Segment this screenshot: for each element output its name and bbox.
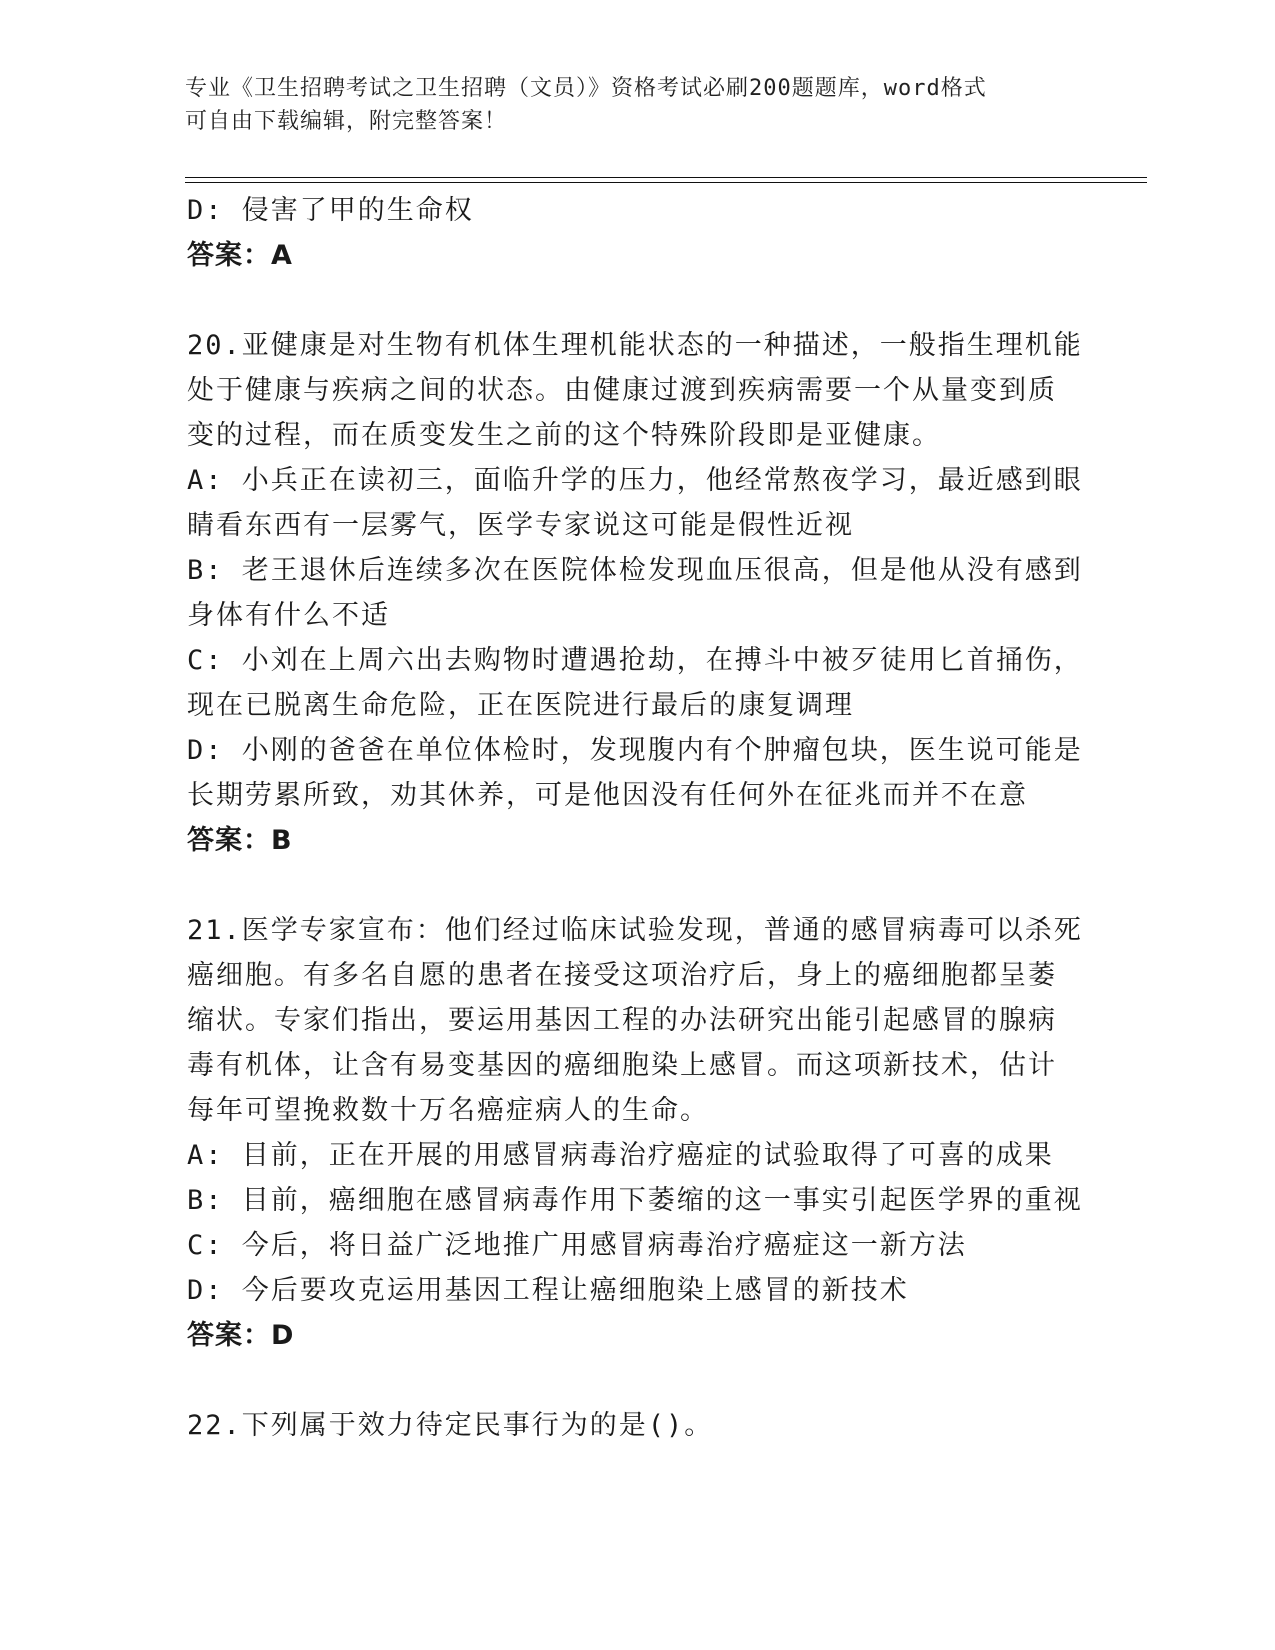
q21-stem-line-2: 癌细胞。有多名自愿的患者在接受这项治疗后，身上的癌细胞都呈萎	[187, 960, 1057, 991]
question-21	[187, 908, 1087, 1358]
q19-answer: 答案：A	[187, 240, 293, 271]
q21-option-d: D: 今后要攻克运用基因工程让癌细胞染上感冒的新技术	[187, 1275, 909, 1306]
header-divider-top	[185, 177, 1147, 178]
q21-option-c: C: 今后，将日益广泛地推广用感冒病毒治疗癌症这一新方法	[187, 1230, 967, 1261]
q21-stem-line-1: 21.医学专家宣布：他们经过临床试验发现，普通的感冒病毒可以杀死	[187, 915, 1083, 946]
page-header	[185, 72, 1065, 138]
spacer	[187, 278, 1087, 323]
q20-option-c-line-1: C: 小刘在上周六出去购物时遭遇抢劫，在搏斗中被歹徒用匕首捅伤，	[187, 645, 1083, 676]
q21-stem-line-3: 缩状。专家们指出，要运用基因工程的办法研究出能引起感冒的腺病	[187, 1005, 1057, 1036]
q21-option-a: A: 目前，正在开展的用感冒病毒治疗癌症的试验取得了可喜的成果	[187, 1140, 1054, 1171]
header-title-line-2: 可自由下载编辑，附完整答案！	[185, 109, 508, 134]
q20-answer: 答案：B	[187, 825, 293, 856]
q22-stem: 22.下列属于效力待定民事行为的是()。	[187, 1410, 714, 1441]
question-content	[187, 188, 1087, 1448]
q20-option-d-line-2: 长期劳累所致，劝其休养，可是他因没有任何外在征兆而并不在意	[187, 780, 1028, 811]
question-19	[187, 188, 1087, 278]
q20-option-d-line-1: D: 小刚的爸爸在单位体检时，发现腹内有个肿瘤包块，医生说可能是	[187, 735, 1083, 766]
q20-stem-line-2: 处于健康与疾病之间的状态。由健康过渡到疾病需要一个从量变到质	[187, 375, 1057, 406]
question-20	[187, 323, 1087, 863]
q21-stem-line-4: 毒有机体，让含有易变基因的癌细胞染上感冒。而这项新技术，估计	[187, 1050, 1057, 1081]
header-divider-bottom	[185, 182, 1147, 183]
q19-option-d: D: 侵害了甲的生命权	[187, 195, 474, 226]
q20-option-a-line-2: 睛看东西有一层雾气，医学专家说这可能是假性近视	[187, 510, 854, 541]
q21-option-b: B: 目前，癌细胞在感冒病毒作用下萎缩的这一事实引起医学界的重视	[187, 1185, 1083, 1216]
header-title-line-1: 专业《卫生招聘考试之卫生招聘（文员）》资格考试必刷200题题库，word格式	[185, 76, 987, 101]
q21-answer: 答案：D	[187, 1320, 295, 1351]
q20-stem-line-3: 变的过程，而在质变发生之前的这个特殊阶段即是亚健康。	[187, 420, 941, 451]
question-22	[187, 1403, 1087, 1448]
spacer	[187, 1358, 1087, 1403]
q20-option-b-line-1: B: 老王退休后连续多次在医院体检发现血压很高，但是他从没有感到	[187, 555, 1083, 586]
q21-stem-line-5: 每年可望挽救数十万名癌症病人的生命。	[187, 1095, 709, 1126]
q20-stem-line-1: 20.亚健康是对生物有机体生理机能状态的一种描述，一般指生理机能	[187, 330, 1083, 361]
q20-option-c-line-2: 现在已脱离生命危险，正在医院进行最后的康复调理	[187, 690, 854, 721]
spacer	[187, 863, 1087, 908]
q20-option-a-line-1: A: 小兵正在读初三，面临升学的压力，他经常熬夜学习，最近感到眼	[187, 465, 1083, 496]
q20-option-b-line-2: 身体有什么不适	[187, 600, 390, 631]
